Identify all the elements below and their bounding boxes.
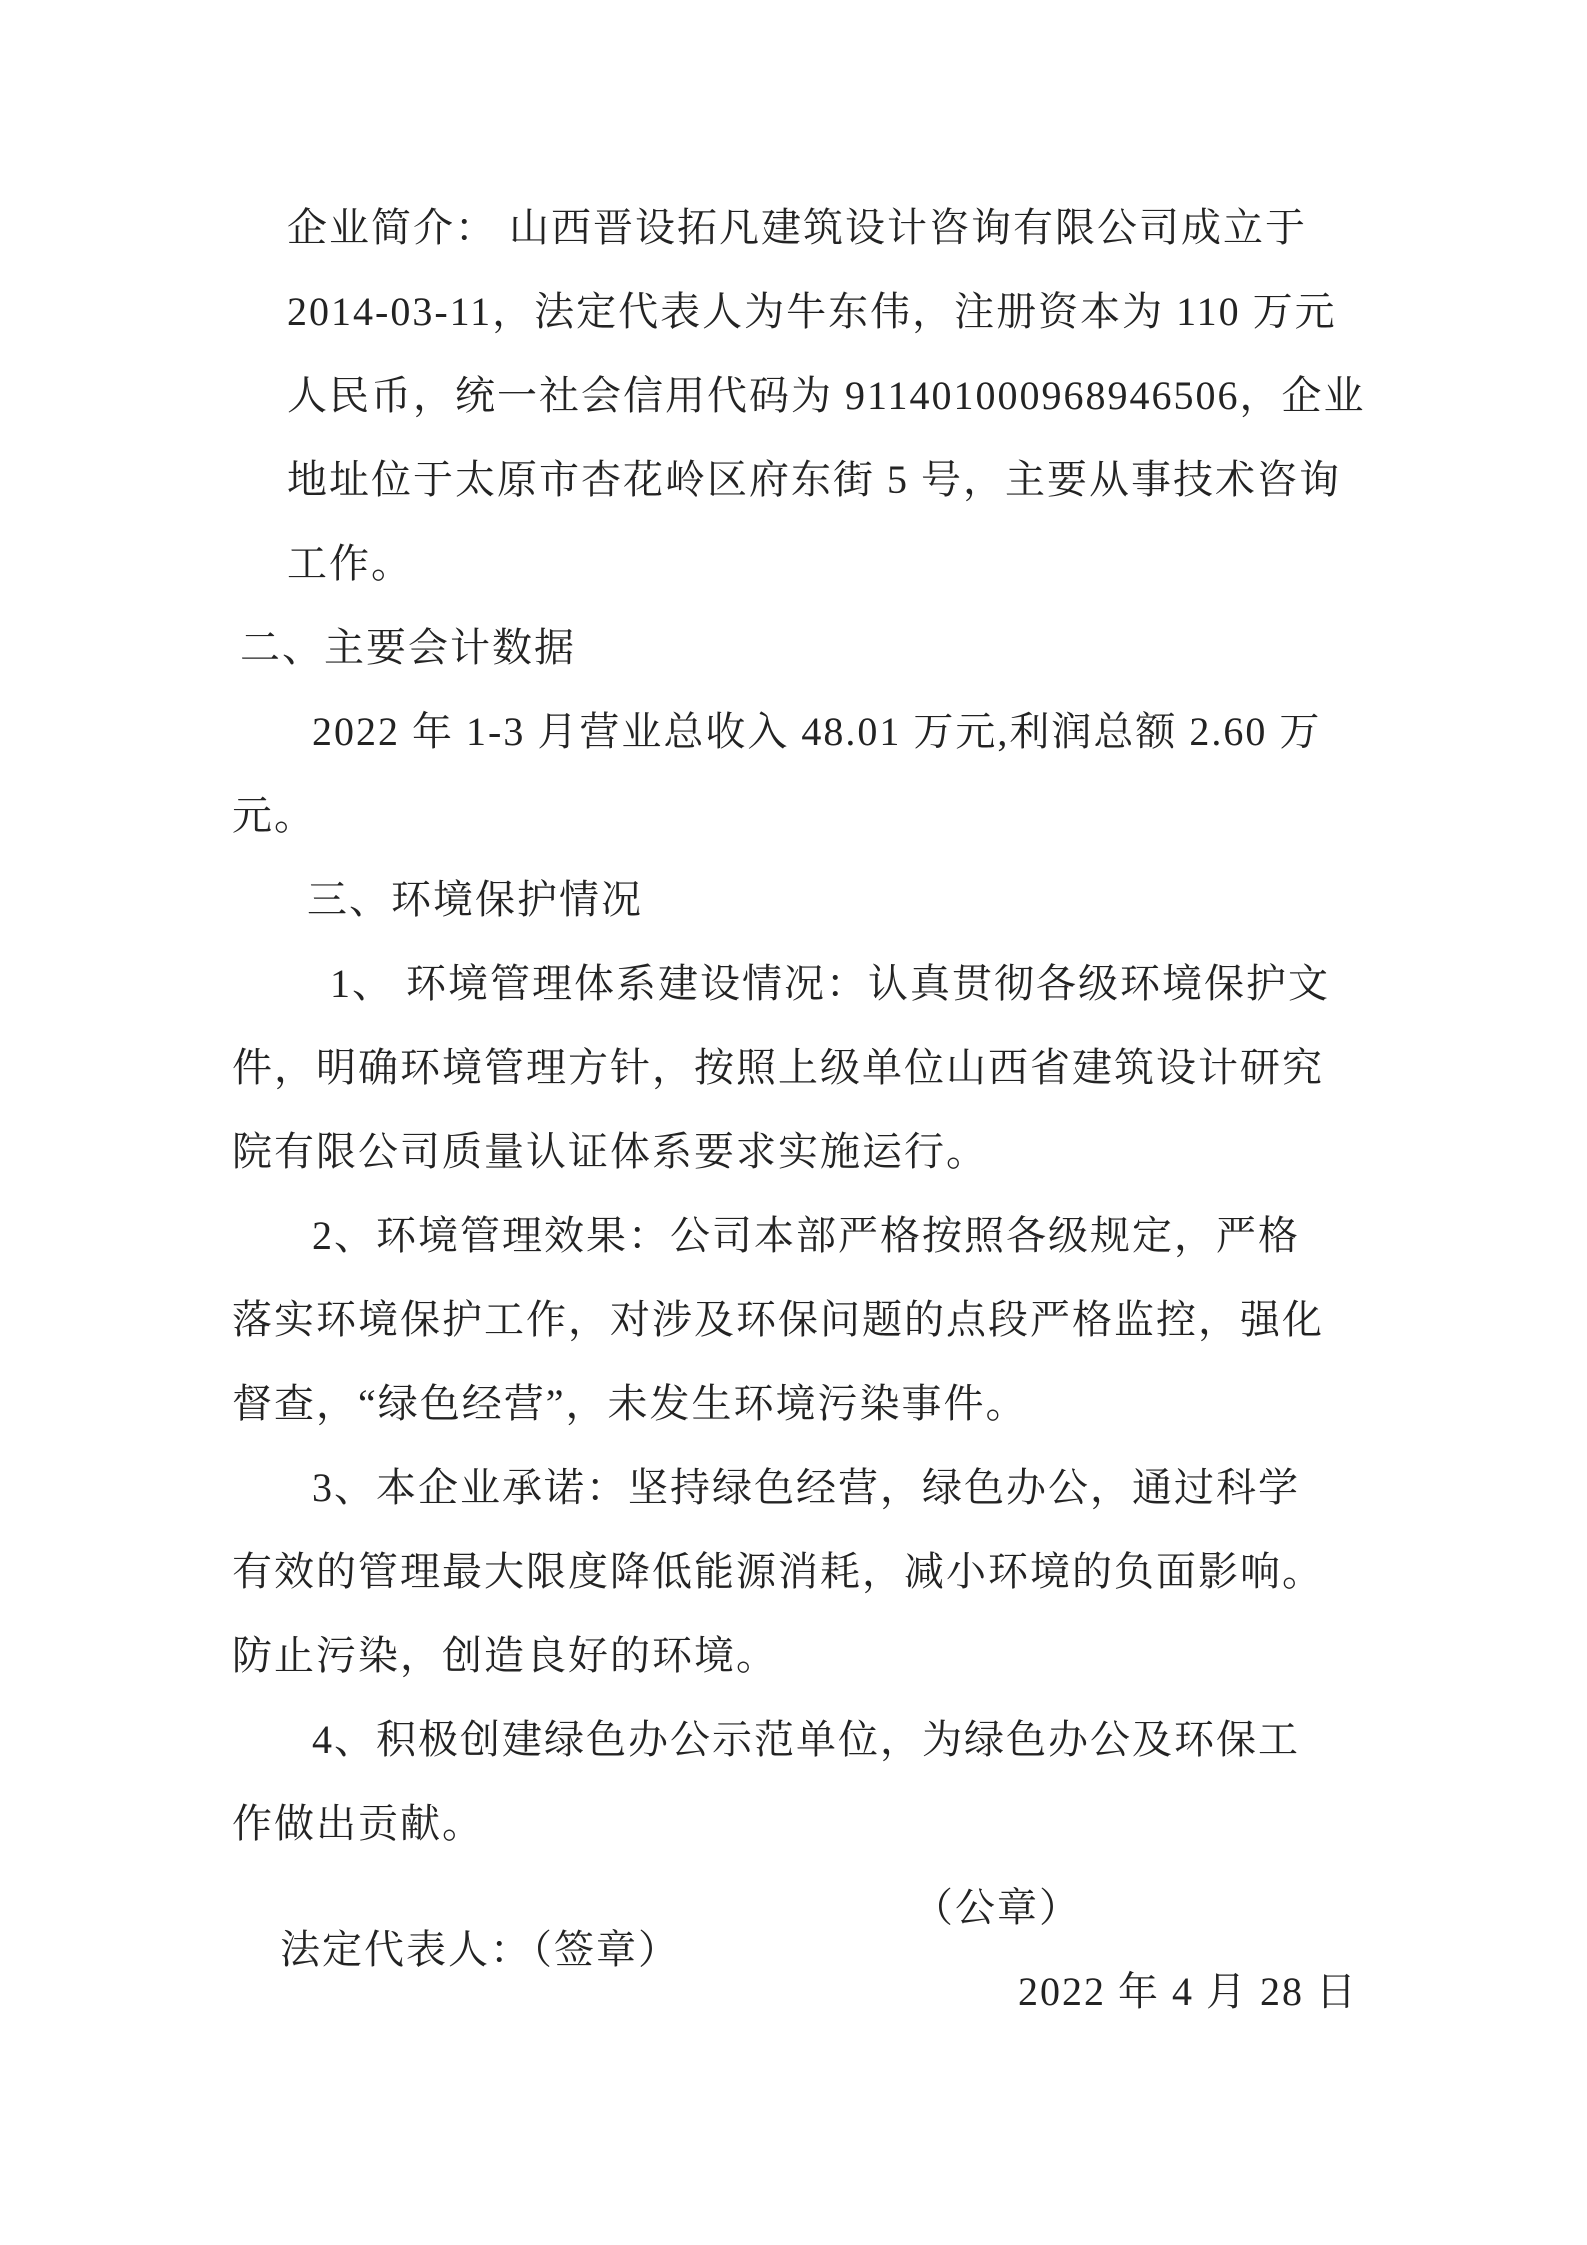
list-item-1-line: 1、 环境管理体系建设情况：认真贯彻各级环境保护文	[330, 961, 1330, 1006]
list-item-2-line: 落实环境保护工作，对涉及环保问题的点段严格监控，强化	[232, 1297, 1324, 1342]
paragraph-company-intro-line: 地址位于太原市杏花岭区府东街 5 号，主要从事技术咨询	[287, 457, 1341, 502]
legal-representative-signature-label: 法定代表人：（签章）	[280, 1927, 680, 1972]
paragraph-company-intro-line: 人民币，统一社会信用代码为 911401000968946506，企业	[287, 373, 1366, 418]
list-item-3-line: 防止污染，创造良好的环境。	[232, 1633, 778, 1678]
company-seal-label: （公章）	[913, 1885, 1081, 1930]
list-item-2-line: 2、环境管理效果：公司本部严格按照各级规定，严格	[312, 1213, 1300, 1258]
paragraph-accounting-line: 2022 年 1-3 月营业总收入 48.01 万元,利润总额 2.60 万	[312, 709, 1322, 754]
paragraph-company-intro-line: 2014-03-11，法定代表人为牛东伟，注册资本为 110 万元	[287, 289, 1337, 334]
list-item-2-line: 督查，“绿色经营”，未发生环境污染事件。	[232, 1381, 1028, 1426]
document-date: 2022 年 4 月 28 日	[1018, 1969, 1358, 2014]
list-item-3-line: 有效的管理最大限度降低能源消耗，减小环境的负面影响。	[232, 1549, 1324, 1594]
paragraph-accounting-line: 元。	[232, 793, 316, 838]
section-heading-environment: 三、环境保护情况	[307, 877, 643, 922]
paragraph-company-intro-line: 企业简介： 山西晋设拓凡建筑设计咨询有限公司成立于	[287, 205, 1307, 250]
list-item-4-line: 作做出贡献。	[232, 1801, 484, 1846]
paragraph-company-intro-line: 工作。	[287, 541, 413, 586]
signature-row	[232, 1887, 1587, 2055]
list-item-3-line: 3、本企业承诺：坚持绿色经营，绿色办公，通过科学	[312, 1465, 1300, 1510]
list-item-1-line: 院有限公司质量认证体系要求实施运行。	[232, 1129, 988, 1174]
list-item-1-line: 件，明确环境管理方针，按照上级单位山西省建筑设计研究	[232, 1045, 1324, 1090]
section-heading-accounting-data: 二、主要会计数据	[240, 625, 576, 670]
list-item-4-line: 4、积极创建绿色办公示范单位，为绿色办公及环保工	[312, 1717, 1300, 1762]
